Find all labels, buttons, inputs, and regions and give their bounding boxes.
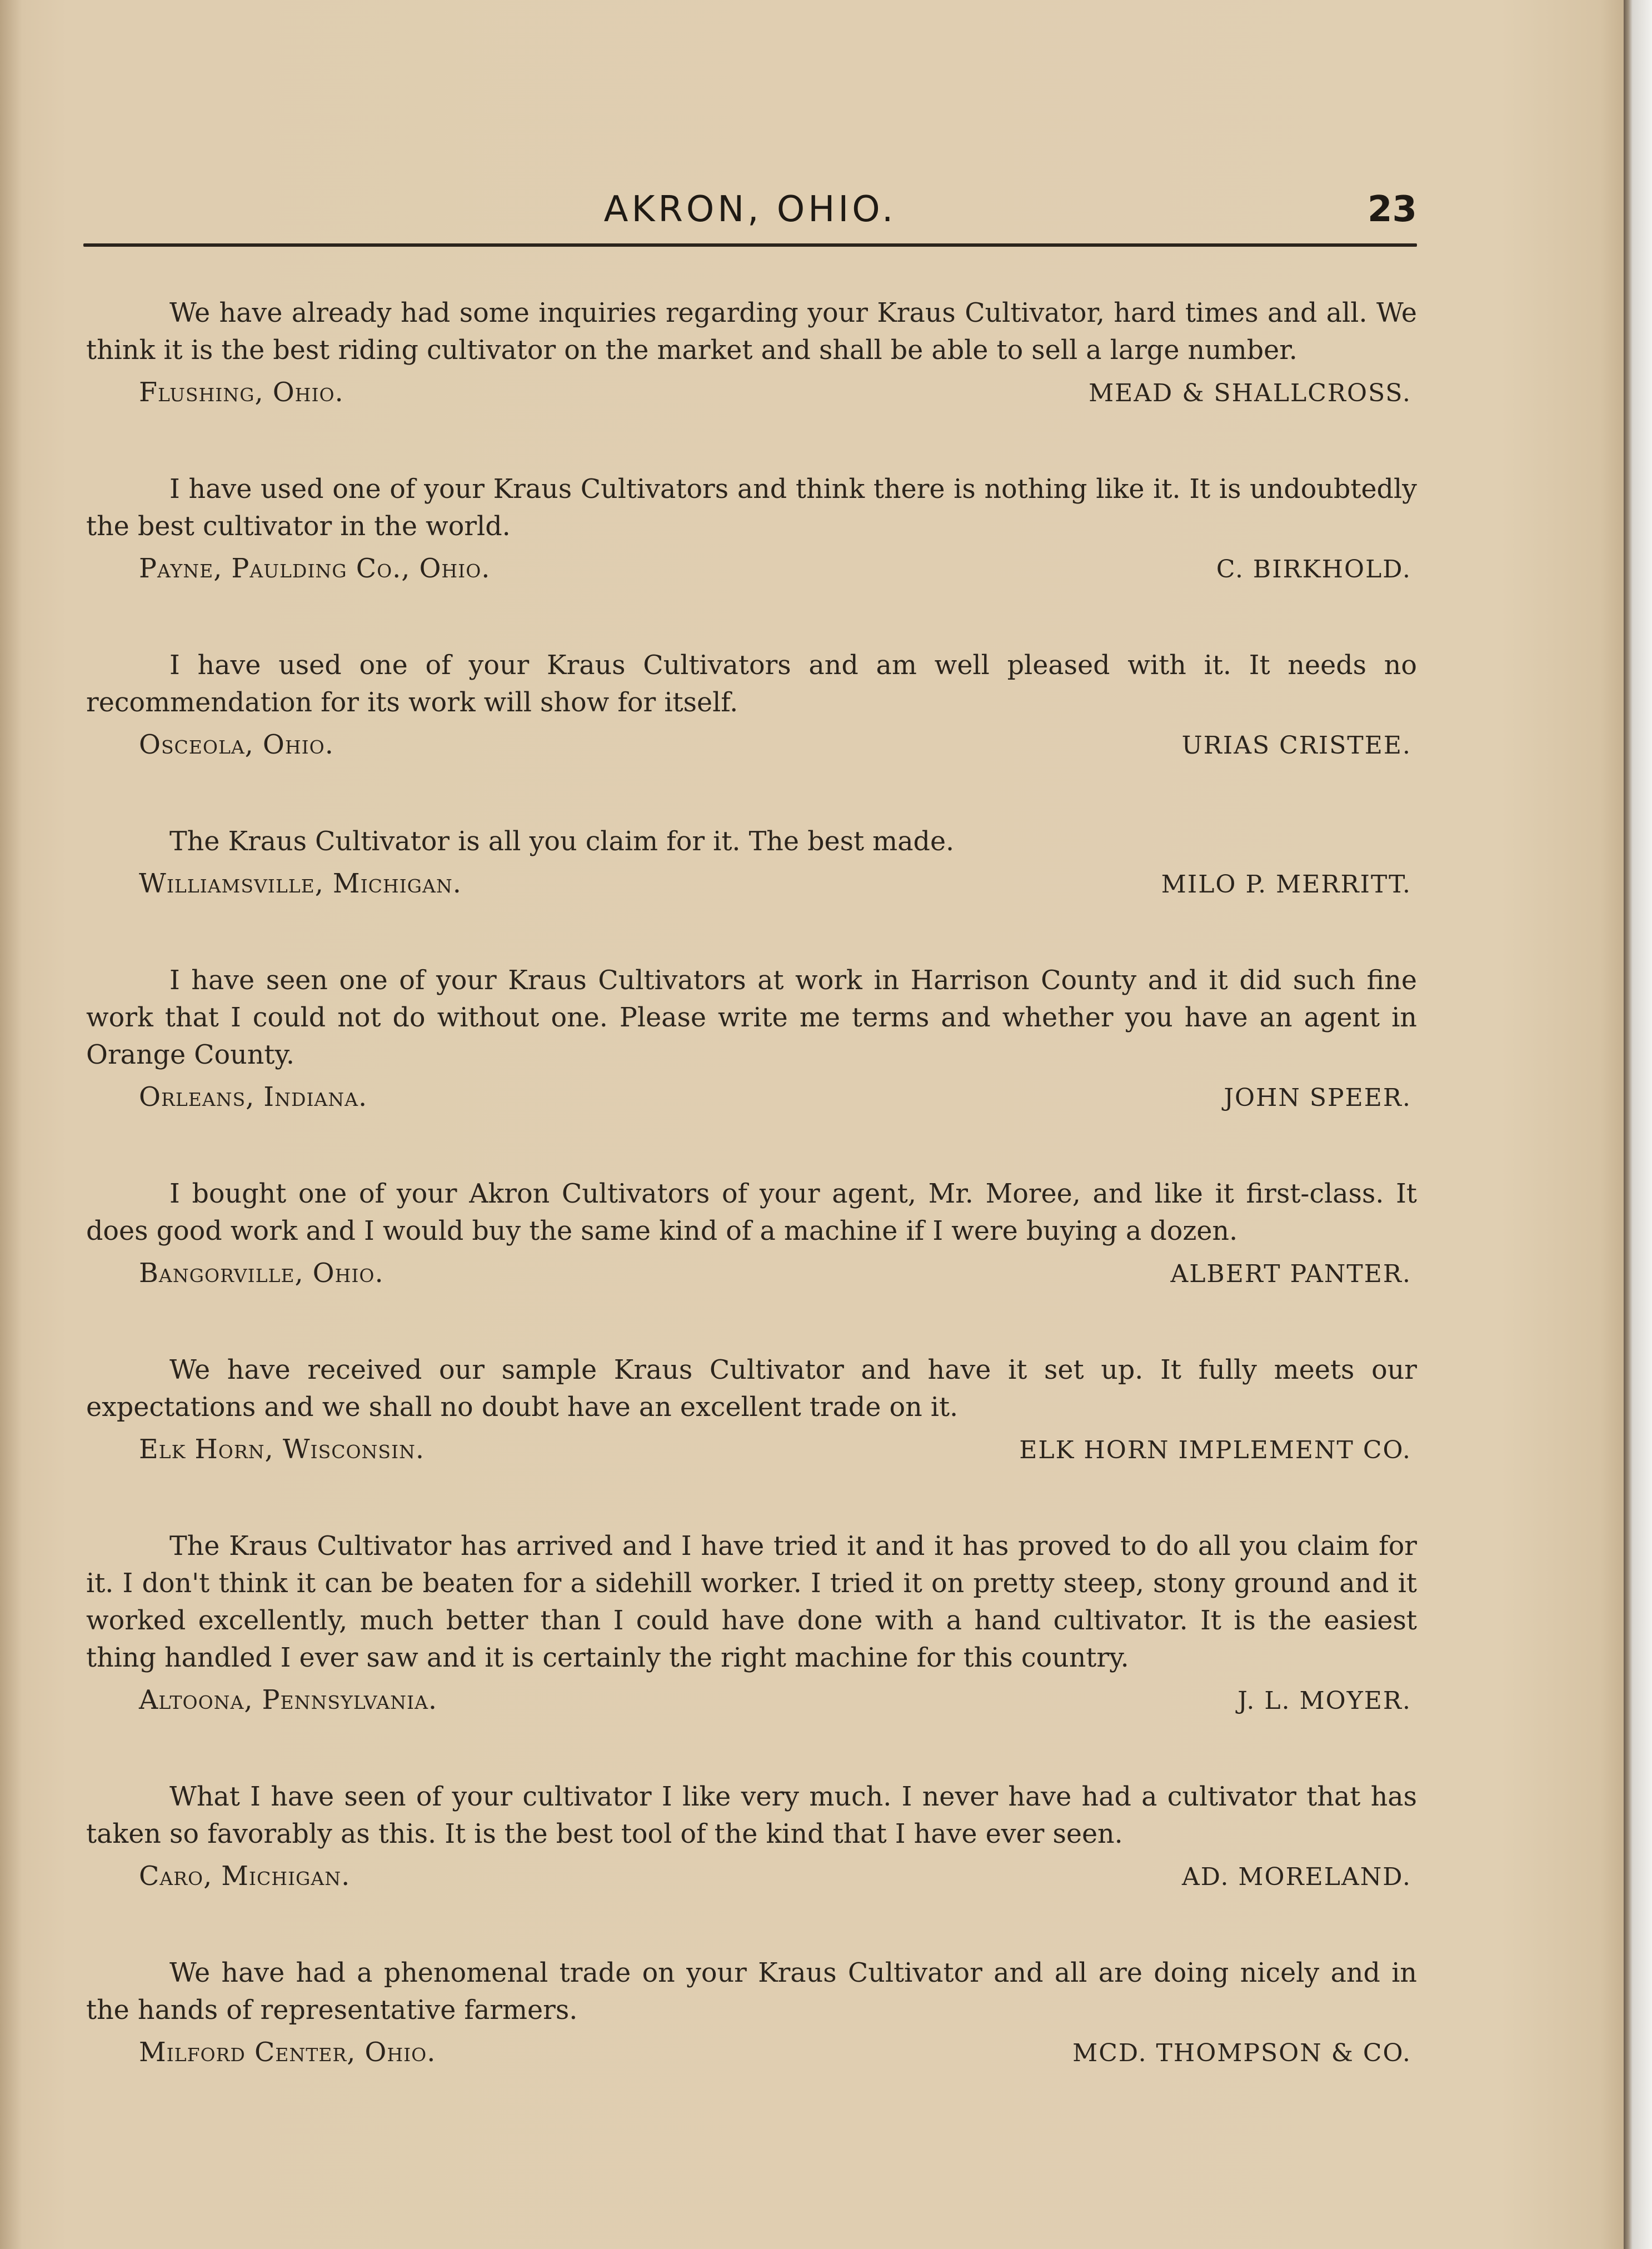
testimonial-author: MCD. THOMPSON & CO. xyxy=(1072,2039,1411,2067)
testimonial xyxy=(86,471,1417,590)
testimonial xyxy=(86,295,1417,414)
testimonial-text: I have used one of your Kraus Cultivators and am well pleased with it. It needs no recommendation for its work will show for itself. xyxy=(86,650,1417,718)
signature-line xyxy=(86,1680,1417,1722)
testimonial-list xyxy=(86,295,1417,2131)
testimonial-author: URIAS CRISTEE. xyxy=(1181,731,1411,760)
signature-line xyxy=(86,1253,1417,1295)
signature-line xyxy=(86,1429,1417,1471)
testimonial-author: JOHN SPEER. xyxy=(1224,1084,1411,1112)
testimonial-text: I have seen one of your Kraus Cultivators at work in Harrison County and it did such fine work that I could not do without one. Please write me terms and whether you have an agent in Orange County. xyxy=(86,965,1417,1070)
testimonial-place: Payne, Paulding Co., Ohio. xyxy=(139,553,491,584)
testimonial-text: We have had a phenomenal trade on your Kraus Cultivator and all are doing nicely and in the hands of representative farmers. xyxy=(86,1958,1417,2026)
signature-line xyxy=(86,548,1417,590)
testimonial-text: The Kraus Cultivator is all you claim for it. The best made. xyxy=(169,826,955,857)
testimonial-place: Orleans, Indiana. xyxy=(139,1082,368,1113)
signature-line xyxy=(86,1077,1417,1119)
testimonial xyxy=(86,1175,1417,1295)
testimonial xyxy=(86,647,1417,766)
signature-line xyxy=(86,2032,1417,2074)
testimonial xyxy=(86,962,1417,1119)
testimonial-place: Williamsville, Michigan. xyxy=(139,869,462,899)
testimonial-place: Flushing, Ohio. xyxy=(139,377,344,408)
testimonial-author: ALBERT PANTER. xyxy=(1170,1260,1411,1288)
testimonial-text: The Kraus Cultivator has arrived and I have tried it and it has proved to do all you claim for it. I don't think it can be beaten for a sidehill worker. I tried it on pretty steep, stony ground and it worked excellently, much better than I could have done with a hand cultivator. It is the easiest thing handled I ever saw and it is certainly the right machine for this country. xyxy=(86,1531,1417,1673)
testimonial xyxy=(86,1778,1417,1898)
signature-line xyxy=(86,372,1417,414)
testimonial-text: What I have seen of your cultivator I like very much. I never have had a cultivator that has taken so favorably as this. It is the best tool of the kind that I have ever seen. xyxy=(86,1782,1417,1849)
testimonial-place: Elk Horn, Wisconsin. xyxy=(139,1434,425,1465)
testimonial-place: Altoona, Pennsylvania. xyxy=(139,1685,438,1716)
testimonial-author: ELK HORN IMPLEMENT CO. xyxy=(1019,1436,1411,1464)
testimonial xyxy=(86,1954,1417,2074)
testimonial xyxy=(86,1352,1417,1471)
testimonial-author: J. L. MOYER. xyxy=(1237,1687,1411,1715)
page-edge xyxy=(1624,0,1652,2249)
header-rule xyxy=(83,243,1417,247)
running-head xyxy=(83,189,1417,250)
testimonial xyxy=(86,823,1417,905)
page-title: AKRON, OHIO. xyxy=(603,189,897,230)
testimonial-text: I bought one of your Akron Cultivators of your agent, Mr. Moree, and like it first-class. It does good work and I would buy the same kind of a machine if I were buying a dozen. xyxy=(86,1179,1417,1246)
signature-line xyxy=(86,1856,1417,1898)
signature-line xyxy=(86,864,1417,905)
testimonial-place: Bangorville, Ohio. xyxy=(139,1258,384,1289)
testimonial-place: Osceola, Ohio. xyxy=(139,730,334,760)
page-number: 23 xyxy=(1367,189,1417,230)
testimonial xyxy=(86,1528,1417,1722)
testimonial-author: AD. MORELAND. xyxy=(1181,1863,1411,1891)
testimonial-place: Caro, Michigan. xyxy=(139,1861,351,1892)
testimonial-author: MEAD & SHALLCROSS. xyxy=(1089,379,1411,407)
testimonial-text: We have already had some inquiries regarding your Kraus Cultivator, hard times and all. We think it is the best riding cultivator on the market and shall be able to sell a large number. xyxy=(86,298,1417,366)
signature-line xyxy=(86,725,1417,766)
testimonial-author: C. BIRKHOLD. xyxy=(1216,555,1411,584)
testimonial-text: I have used one of your Kraus Cultivators and think there is nothing like it. It is undoubtedly the best cultivator in the world. xyxy=(86,474,1417,542)
testimonial-place: Milford Center, Ohio. xyxy=(139,2037,436,2068)
testimonial-author: MILO P. MERRITT. xyxy=(1161,870,1411,899)
testimonial-text: We have received our sample Kraus Cultivator and have it set up. It fully meets our expectations and we shall no doubt have an excellent trade on it. xyxy=(86,1355,1417,1423)
